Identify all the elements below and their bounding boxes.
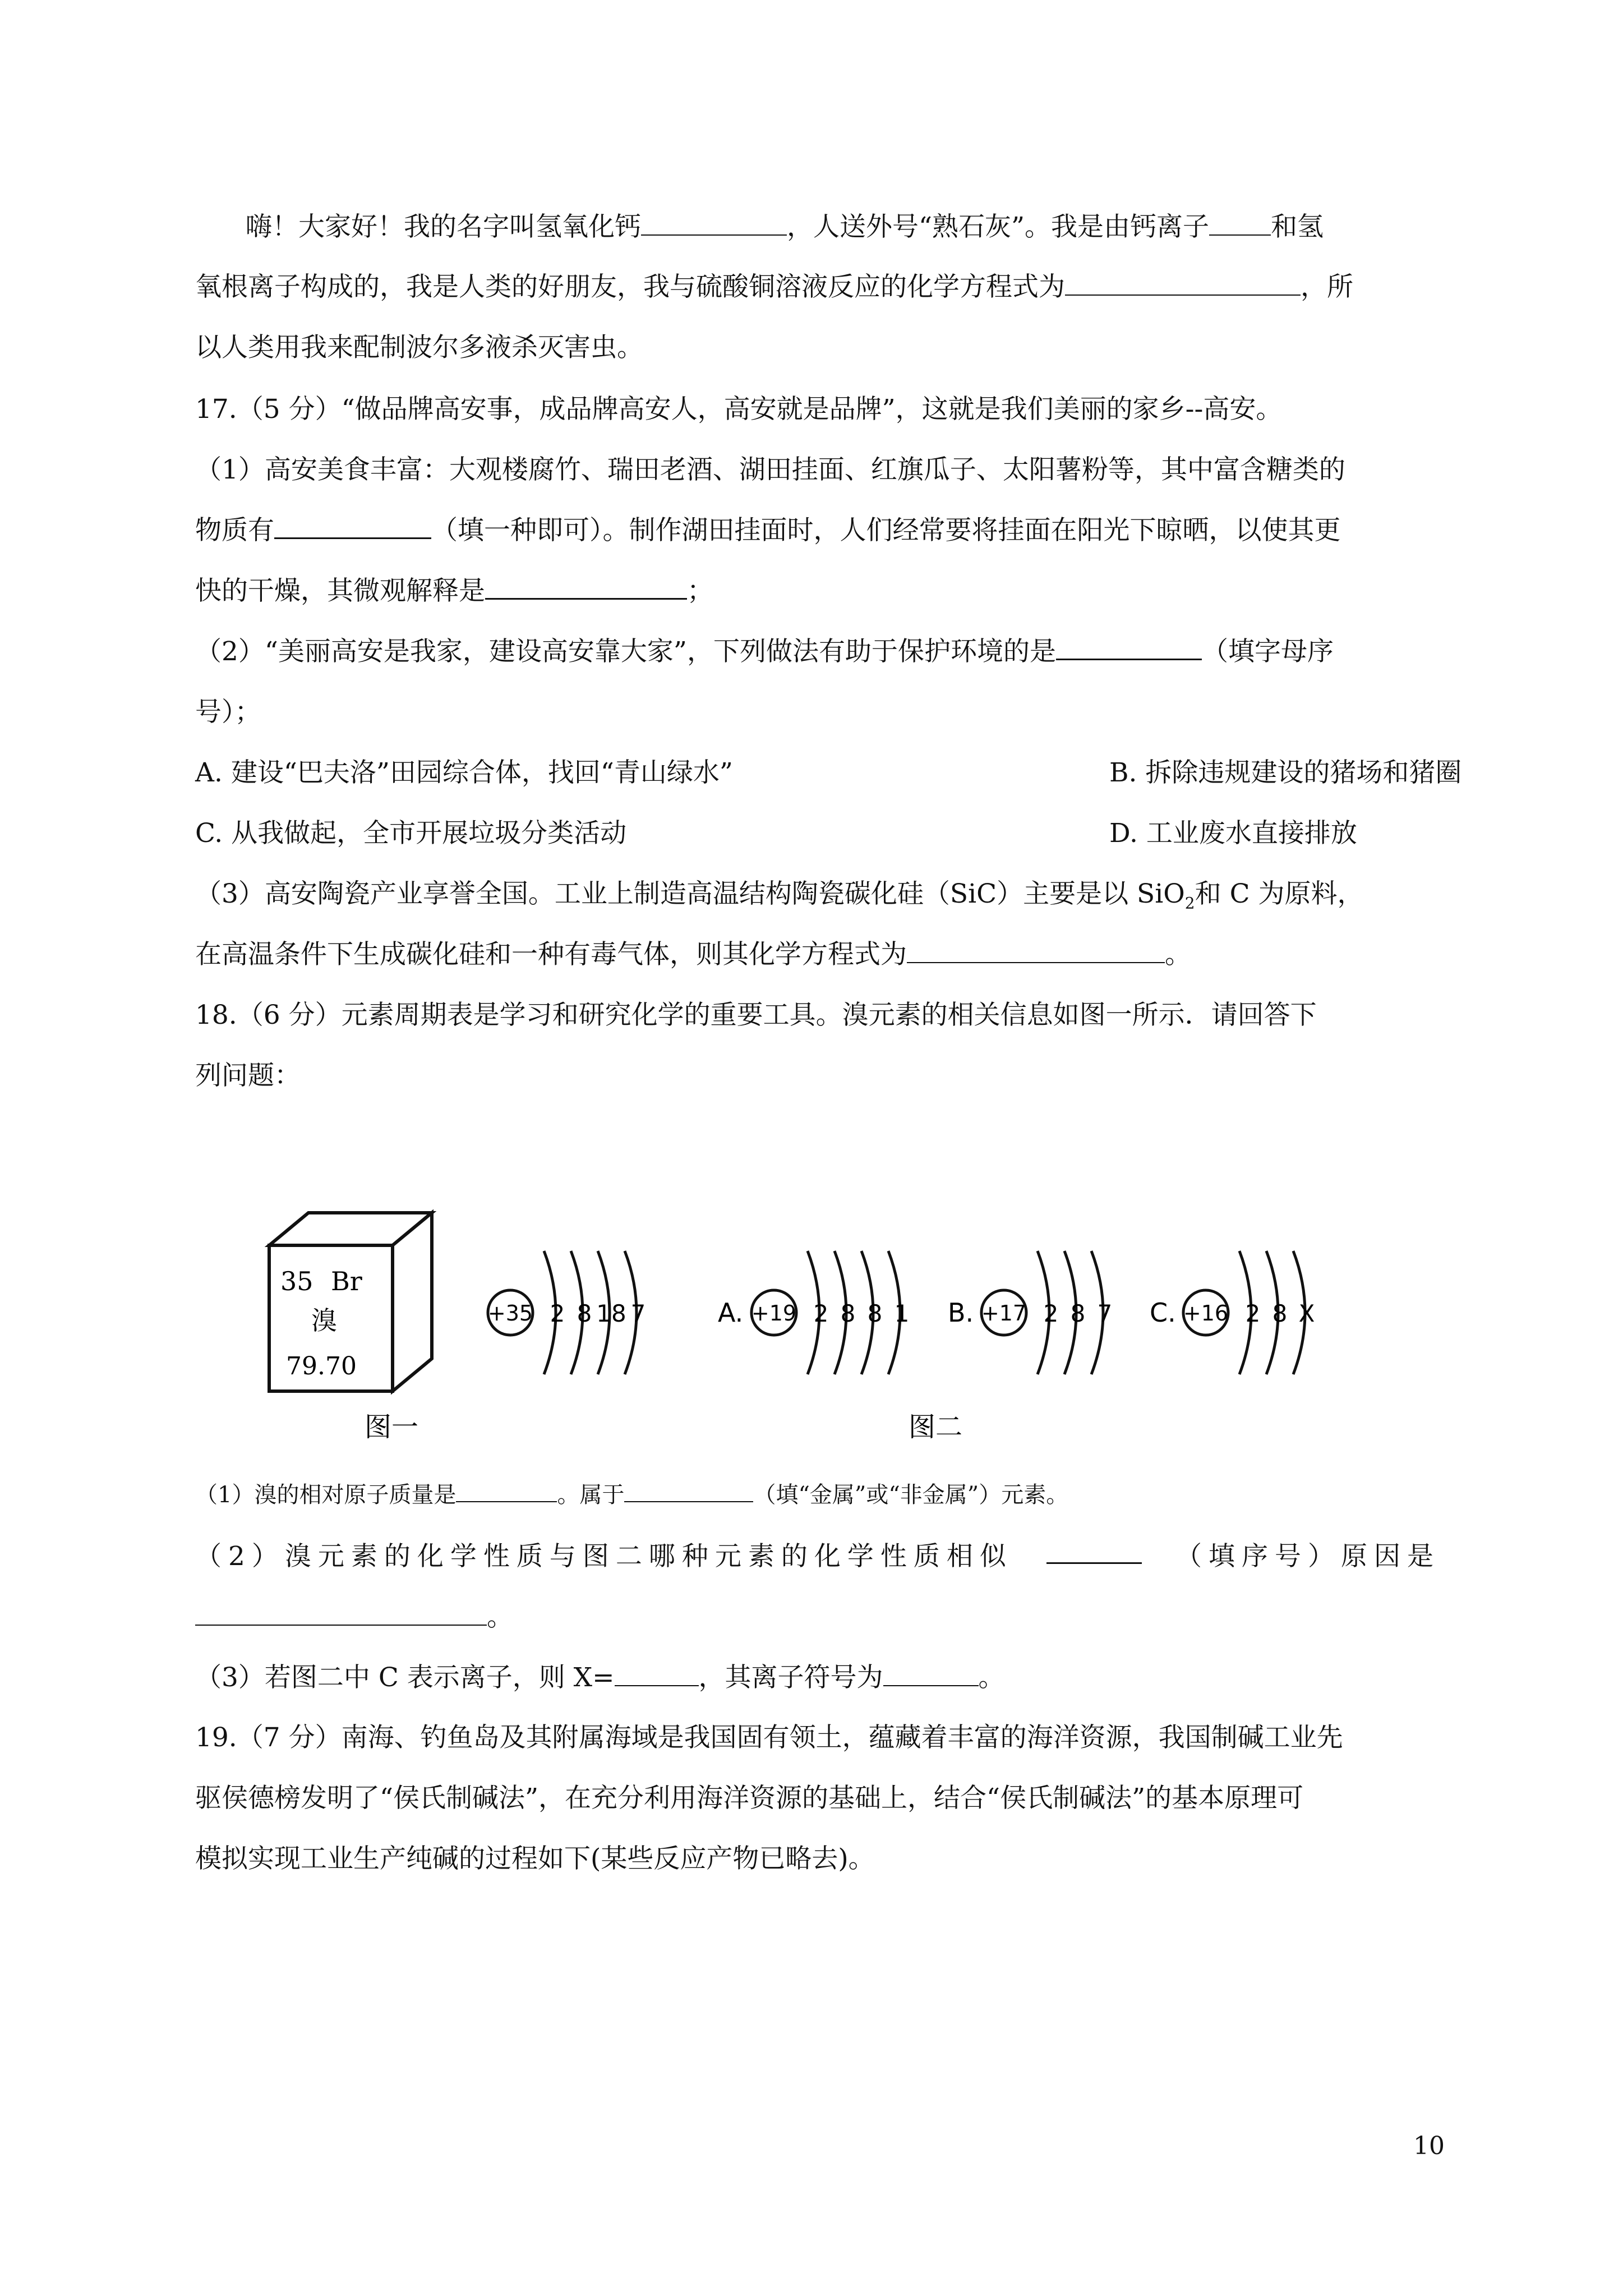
answer-blank[interactable] <box>456 1479 557 1502</box>
element-mass: 79.70 <box>286 1352 357 1381</box>
question-text: 。 <box>487 1602 513 1632</box>
answer-blank[interactable] <box>1065 272 1301 296</box>
question-text: 在高温条件下生成碳化硅和一种有毒气体，则其化学方程式为 <box>195 939 907 970</box>
atom-a-shell-electrons: 8 <box>867 1300 883 1327</box>
atom-a-shell-electrons: 1 <box>894 1300 910 1327</box>
atom-c-shell-electrons: 2 <box>1245 1300 1261 1327</box>
answer-blank[interactable] <box>883 1663 979 1686</box>
question-stem: 列问题： <box>195 1060 301 1091</box>
question-text: （3）若图二中 C 表示离子，则 X= <box>195 1662 615 1693</box>
q18-sub2-line1 <box>195 1540 1440 1573</box>
question-text: （填“金属”或“非金属”）元素。 <box>753 1482 1069 1508</box>
intro-line-1 <box>246 210 1491 244</box>
br-atom-shell-electrons: 8 <box>577 1300 592 1327</box>
q18-stem-line2 <box>195 1059 1440 1093</box>
atom-b-label: B. <box>948 1297 974 1328</box>
question-text: 快的干燥，其微观解释是 <box>195 576 485 606</box>
question-text: 模拟实现工业生产纯碱的过程如下(某些反应产物已略去)。 <box>195 1843 875 1874</box>
answer-blank[interactable] <box>485 576 687 600</box>
question-stem: 18.（6 分）元素周期表是学习和研究化学的重要工具。溴元素的相关信息如图一所示．请回答下 <box>195 1000 1317 1030</box>
question-text: 19.（7 分）南海、钓鱼岛及其附属海域是我国固有领土，蕴藏着丰富的海洋资源，我国制碱工业先 <box>195 1722 1343 1753</box>
question-text: 。 <box>1165 939 1191 970</box>
intro-text: 和氢 <box>1271 211 1324 242</box>
br-atom-shell-electrons: 2 <box>550 1300 565 1327</box>
q17-sub1-line1 <box>195 453 1440 487</box>
atom-a-nucleus-charge: +19 <box>751 1301 797 1326</box>
q18-sub1 <box>195 1478 1440 1512</box>
q17-sub2-line1 <box>195 635 1440 669</box>
atom-a-label: A. <box>718 1297 744 1328</box>
q18-stem-line1 <box>195 999 1440 1032</box>
option-d[interactable]: D. 工业废水直接排放 <box>1109 818 1357 849</box>
intro-text: 以人类用我来配制波尔多液杀灭害虫。 <box>195 332 643 363</box>
question-text: （1）溴的相对原子质量是 <box>195 1482 457 1508</box>
atom-a-shell-electrons: 2 <box>813 1300 829 1327</box>
atom-b-shell-electrons: 2 <box>1043 1300 1059 1327</box>
intro-line-2 <box>195 270 1440 304</box>
atom-a-shell-electrons: 8 <box>840 1300 856 1327</box>
option-a[interactable]: A. 建设“巴夫洛”田园综合体，找回“青山绿水” <box>195 757 733 788</box>
option-c[interactable]: C. 从我做起，全市开展垃圾分类活动 <box>195 818 627 849</box>
atom-b-diagram <box>948 1251 1112 1374</box>
element-symbol: Br <box>331 1266 362 1296</box>
figure-caption-2: 图二 <box>909 1411 963 1443</box>
question-text: 和 C 为原料， <box>1195 878 1364 909</box>
question-text: （填一种即可）。制作湖田挂面时，人们经常要将挂面在阳光下晾晒，以使其更 <box>431 515 1341 546</box>
question-text: （3）高安陶瓷产业享誉全国。工业上制造高温结构陶瓷碳化硅（SiC）主要是以 SiO <box>195 878 1185 909</box>
element-number: 35 <box>280 1266 313 1296</box>
answer-blank[interactable] <box>274 515 431 539</box>
intro-text: 氧根离子构成的，我是人类的好朋友，我与硫酸铜溶液反应的化学方程式为 <box>195 272 1065 302</box>
answer-blank[interactable] <box>1209 212 1271 236</box>
element-name: 溴 <box>311 1305 337 1336</box>
question-text: ，其离子符号为 <box>698 1662 883 1693</box>
justified-line <box>195 1540 1440 1573</box>
question-text: 物质有 <box>195 515 274 546</box>
br-atom-nucleus-charge: +35 <box>487 1301 533 1326</box>
intro-line-3 <box>195 331 1440 365</box>
atom-c-label: C. <box>1150 1297 1176 1328</box>
question-text: 。 <box>978 1662 1005 1693</box>
br-atom-shell-electrons: 7 <box>630 1300 646 1327</box>
question-text: （2）“美丽高安是我家，建设高安靠大家”，下列做法有助于保护环境的是 <box>195 636 1056 667</box>
question-text: 驱侯德榜发明了“侯氏制碱法”，在充分利用海洋资源的基础上，结合“侯氏制碱法”的基本原理可 <box>195 1783 1304 1814</box>
answer-blank[interactable] <box>615 1663 699 1686</box>
question-text: 。属于 <box>557 1482 625 1508</box>
answer-blank[interactable] <box>1046 1540 1142 1564</box>
br-atom-shell-electrons: 18 <box>596 1300 626 1327</box>
cube-side <box>393 1213 432 1391</box>
question-text: （填序号）原因是 <box>1175 1541 1440 1572</box>
q17-sub3-line1 <box>195 877 1440 920</box>
question-stem: 17.（5 分）“做品牌高安事，成品牌高安人，高安就是品牌”，这就是我们美丽的家乡--高安。 <box>195 394 1283 425</box>
question-text: 号）； <box>195 697 261 728</box>
q17-options-row1 <box>195 756 1462 790</box>
page-number: 10 <box>1413 2132 1445 2160</box>
atom-c-shell-electrons: 8 <box>1272 1300 1288 1327</box>
question-text: （2）溴元素的化学性质与图二哪种元素的化学性质相似 <box>195 1541 1013 1572</box>
atom-b-shell-electrons: 7 <box>1097 1300 1113 1327</box>
atom-a-diagram <box>718 1251 909 1374</box>
q18-sub3 <box>195 1661 1440 1695</box>
atom-c-diagram <box>1150 1251 1315 1374</box>
q19-line1 <box>195 1721 1440 1755</box>
answer-blank[interactable] <box>641 212 787 236</box>
answer-blank[interactable] <box>1056 636 1202 660</box>
question-text: （填字母序 <box>1201 636 1334 667</box>
q18-sub2-line2 <box>195 1600 1440 1634</box>
question-text: （1）高安美食丰富：大观楼腐竹、瑞田老酒、湖田挂面、红旗瓜子、太阳薯粉等，其中富含糖类的 <box>195 454 1345 485</box>
intro-text: ，人送外号“熟石灰”。我是由钙离子 <box>787 211 1210 242</box>
q19-line3 <box>195 1842 1440 1876</box>
answer-blank[interactable] <box>195 1602 487 1626</box>
q17-stem <box>195 393 1440 426</box>
figure-caption-1: 图一 <box>365 1411 419 1443</box>
q17-sub1-line3 <box>195 574 1440 608</box>
q17-options-row2 <box>195 817 1440 850</box>
atom-b-shell-electrons: 8 <box>1070 1300 1086 1327</box>
atom-c-nucleus-charge: +16 <box>1183 1301 1229 1326</box>
option-b[interactable]: B. 拆除违规建设的猪场和猪圈 <box>1109 757 1462 788</box>
atomic-structure-figure <box>258 1206 1335 1453</box>
q19-line2 <box>195 1782 1440 1815</box>
answer-blank[interactable] <box>907 940 1165 963</box>
atom-b-nucleus-charge: +17 <box>981 1301 1027 1326</box>
intro-text: 嗨！大家好！我的名字叫氢氧化钙 <box>246 211 641 242</box>
figure-svg <box>258 1206 1335 1453</box>
q17-sub2-line2 <box>195 696 1440 729</box>
atom-c-shell-electrons: X <box>1298 1300 1315 1327</box>
subscript: 2 <box>1184 894 1195 913</box>
answer-blank[interactable] <box>624 1479 753 1502</box>
q17-sub1-line2 <box>195 514 1440 547</box>
br-atom-diagram <box>488 1251 645 1374</box>
question-text: ； <box>687 576 713 606</box>
q17-sub3-line2 <box>195 938 1440 972</box>
intro-text: ，所 <box>1301 272 1353 302</box>
